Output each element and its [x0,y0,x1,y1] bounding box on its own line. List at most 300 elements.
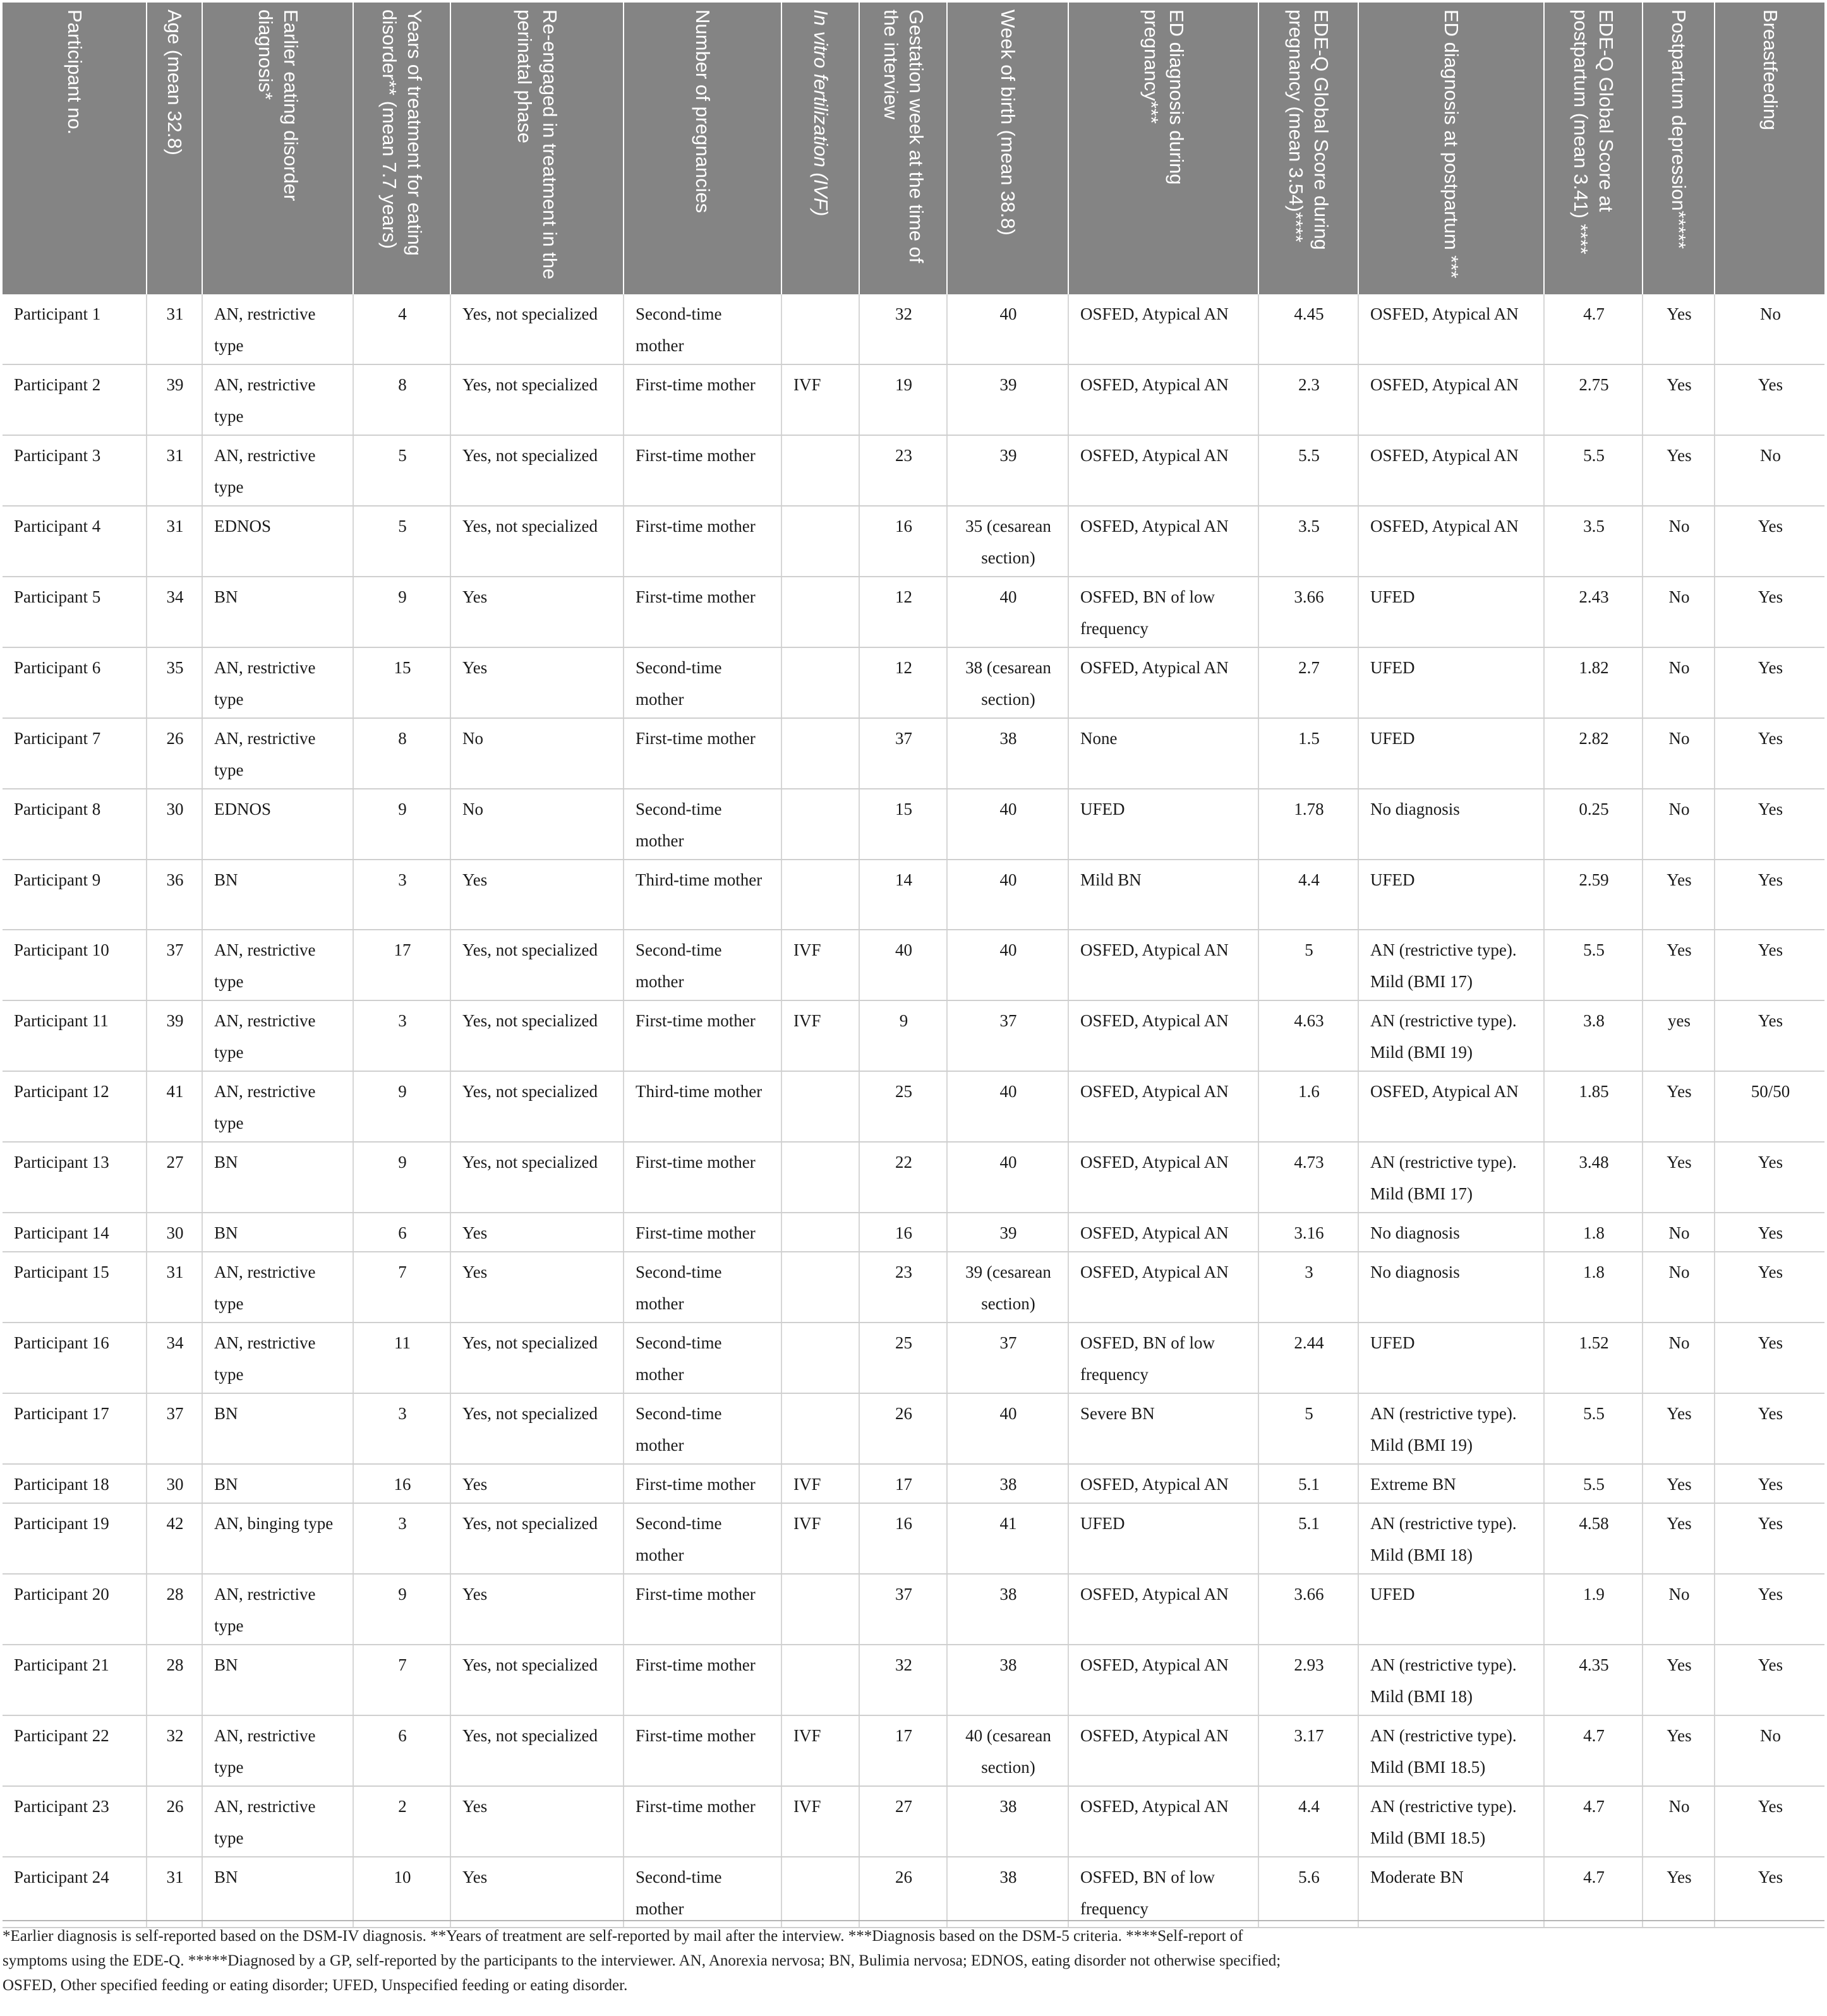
table-cell: 30 [147,1464,202,1503]
table-cell: Moderate BN [1358,1857,1544,1928]
table-cell: OSFED, Atypical AN [1068,1464,1258,1503]
table-row [3,1503,1824,1574]
table-cell: OSFED, Atypical AN [1068,506,1258,577]
header-earlier-diagnosis: Earlier eating disorder diagnosis* [202,3,353,294]
table-cell: 3.66 [1258,577,1358,647]
table-cell: BN [202,577,353,647]
table-cell [781,1071,859,1142]
table-cell: 28 [147,1645,202,1715]
table-cell: 5 [353,435,450,506]
table-cell: 38 [947,718,1068,789]
table-cell: Yes [1643,1393,1715,1464]
table-cell: Yes, not specialized [450,294,624,364]
table-cell: Yes [1715,1857,1824,1928]
table-cell: First-time mother [624,435,781,506]
table-cell: 2.75 [1544,364,1643,435]
table-cell: Participant 23 [3,1786,147,1857]
table-cell: 31 [147,294,202,364]
table-cell: First-time mother [624,1142,781,1213]
table-cell: Second-time mother [624,1503,781,1574]
table-cell: Participant 7 [3,718,147,789]
table-cell: 4.63 [1258,1000,1358,1071]
table-cell: 34 [147,577,202,647]
table-cell: No [450,789,624,860]
table-cell: 5 [1258,1393,1358,1464]
table-cell: Participant 8 [3,789,147,860]
table-cell: 37 [859,718,947,789]
table-cell: 39 [947,364,1068,435]
table-cell: Yes [1715,1786,1824,1857]
table-cell: EDNOS [202,789,353,860]
table-cell [781,506,859,577]
table-cell: OSFED, BN of low frequency [1068,577,1258,647]
table-cell: No [1643,1252,1715,1323]
table-cell: 2.82 [1544,718,1643,789]
table-cell: Yes, not specialized [450,1393,624,1464]
table-cell: 4 [353,294,450,364]
header-gestation-week: Gestation week at the time of the interview [859,3,947,294]
table-cell: 32 [859,1645,947,1715]
table-cell: Yes [1715,718,1824,789]
table-cell: Yes, not specialized [450,1645,624,1715]
table-cell: 3.8 [1544,1000,1643,1071]
table-row [3,647,1824,718]
table-cell: Participant 2 [3,364,147,435]
table-cell: No [1643,1323,1715,1393]
table-cell: 40 [947,577,1068,647]
header-ivf [781,3,859,294]
table-cell: AN, restrictive type [202,1574,353,1645]
table-cell: 7 [353,1645,450,1715]
table-cell: Yes [1643,930,1715,1000]
table-cell: 4.35 [1544,1645,1643,1715]
table-cell: 5.5 [1544,435,1643,506]
table-cell: 32 [859,294,947,364]
table-cell: 10 [353,1857,450,1928]
table-cell: 9 [353,1574,450,1645]
table-cell: Yes [1643,1715,1715,1786]
table-cell [781,789,859,860]
table-cell: 50/50 [1715,1071,1824,1142]
table-cell: OSFED, Atypical AN [1068,1252,1258,1323]
table-cell: Third-time mother [624,860,781,930]
table-cell: Yes, not specialized [450,1142,624,1213]
table-cell: 5 [1258,930,1358,1000]
table-cell [781,1142,859,1213]
table-cell: Yes [450,1213,624,1252]
table-cell: 4.7 [1544,294,1643,364]
table-cell [781,860,859,930]
table-cell: 6 [353,1715,450,1786]
table-row [3,1715,1824,1786]
table-cell: Yes [450,647,624,718]
table-cell: Yes, not specialized [450,930,624,1000]
table-cell: 26 [147,718,202,789]
table-cell: OSFED, Atypical AN [1068,435,1258,506]
table-cell: BN [202,1213,353,1252]
table-cell: 3.16 [1258,1213,1358,1252]
table-cell: Participant 20 [3,1574,147,1645]
table-footnote: *Earlier diagnosis is self-reported based on the DSM-IV diagnosis. **Years of treatment are self-reported by mail after the interview. ***Diagnosis based on the DSM-5 criteria. ****Self-report of symptoms using the EDE-Q. *****Diagnosed by a GP, self-reported by the participants to the interviewer. AN, Anorexia nervosa; BN, Bulimia nervosa; EDNOS, eating disorder not otherwise specified; OSFED, Other specified feeding or eating disorder; UFED, Unspecified feeding or eating disorder. [3,1928,1281,1994]
table-cell: IVF [781,1464,859,1503]
header-re-engaged: Re-engaged in treatment in the perinatal phase [450,3,624,294]
table-cell: 38 [947,1464,1068,1503]
table-row [3,294,1824,364]
table-row [3,718,1824,789]
table-cell: 12 [859,577,947,647]
table-cell: No [1643,647,1715,718]
table-cell: Yes [450,1786,624,1857]
table-cell: Yes [1643,1645,1715,1715]
header-ed-diagnosis-postpartum: ED diagnosis at postpartum *** [1358,3,1544,294]
table-cell: AN, restrictive type [202,1323,353,1393]
table-cell: Yes, not specialized [450,1000,624,1071]
table-cell: 39 [947,435,1068,506]
table-row [3,1142,1824,1213]
table-cell: BN [202,860,353,930]
table-cell: 1.6 [1258,1071,1358,1142]
table-cell: 9 [353,1071,450,1142]
table-cell: Yes [1643,294,1715,364]
table-cell: 26 [859,1857,947,1928]
table-cell: 31 [147,435,202,506]
table-cell: AN (restrictive type). Mild (BMI 18) [1358,1645,1544,1715]
table-cell: Third-time mother [624,1071,781,1142]
table-cell: Yes, not specialized [450,1715,624,1786]
table-row [3,930,1824,1000]
table-cell: 37 [147,1393,202,1464]
table-cell: Yes [1715,860,1824,930]
table-cell [781,718,859,789]
table-cell: Yes [1715,1464,1824,1503]
table-cell: OSFED, Atypical AN [1358,435,1544,506]
table-cell: 3.66 [1258,1574,1358,1645]
table-cell: IVF [781,364,859,435]
table-cell: No [1715,1715,1824,1786]
table-cell: 31 [147,506,202,577]
table-cell: OSFED, Atypical AN [1068,930,1258,1000]
table-cell: 27 [147,1142,202,1213]
table-cell: AN, restrictive type [202,930,353,1000]
table-cell: 39 (cesarean section) [947,1252,1068,1323]
table-cell: First-time mother [624,718,781,789]
table-cell: OSFED, BN of low frequency [1068,1323,1258,1393]
table-cell: 1.5 [1258,718,1358,789]
table-cell: First-time mother [624,1213,781,1252]
table-cell: 4.4 [1258,1786,1358,1857]
table-cell: 38 [947,1645,1068,1715]
table-cell: OSFED, Atypical AN [1068,1786,1258,1857]
table-cell: First-time mother [624,1464,781,1503]
header-age: Age (mean 32.8) [147,3,202,294]
table-cell: 7 [353,1252,450,1323]
table-cell: 37 [947,1000,1068,1071]
table-cell: First-time mother [624,1786,781,1857]
table-cell: Yes [1643,860,1715,930]
table-cell: 39 [947,1213,1068,1252]
header-row [3,3,1824,294]
table-cell [781,1574,859,1645]
table-cell [781,1645,859,1715]
header-ivf-text: In vitro fertilization (IVF) [809,9,832,217]
table-cell: yes [1643,1000,1715,1071]
table-cell: Yes [1715,1142,1824,1213]
table-cell: AN (restrictive type). Mild (BMI 18) [1358,1503,1544,1574]
table-cell: 5.5 [1544,1393,1643,1464]
table-cell: Participant 11 [3,1000,147,1071]
header-ed-diagnosis-pregnancy: ED diagnosis during pregnancy*** [1068,3,1258,294]
table-cell: 1.9 [1544,1574,1643,1645]
table-row [3,789,1824,860]
table-cell: Second-time mother [624,1323,781,1393]
table-cell: No [1643,1213,1715,1252]
table-cell: Participant 12 [3,1071,147,1142]
table-cell: Participant 6 [3,647,147,718]
table-cell: Yes, not specialized [450,435,624,506]
table-cell: 2 [353,1786,450,1857]
table-cell: UFED [1358,577,1544,647]
table-cell: 31 [147,1857,202,1928]
table-cell: OSFED, Atypical AN [1068,1142,1258,1213]
table-cell: 5.1 [1258,1464,1358,1503]
table-cell: AN, restrictive type [202,435,353,506]
table-cell: 26 [147,1786,202,1857]
table-cell: 28 [147,1574,202,1645]
table-cell: 40 [947,1071,1068,1142]
table-cell: 5 [353,506,450,577]
participant-table [3,3,1824,1928]
table-cell: Second-time mother [624,1857,781,1928]
table-cell: Yes [450,1574,624,1645]
header-edeq-postpartum: EDE-Q Global Score at postpartum (mean 3.41) **** [1544,3,1643,294]
table-cell: Participant 22 [3,1715,147,1786]
table-cell: 40 [947,294,1068,364]
table-cell: 2.59 [1544,860,1643,930]
table-cell: 14 [859,860,947,930]
table-cell: 38 [947,1574,1068,1645]
table-cell: 4.4 [1258,860,1358,930]
table-cell: Mild BN [1068,860,1258,930]
table-cell: No [1643,1786,1715,1857]
table-cell: 17 [859,1464,947,1503]
footnote-divider [3,1920,1824,1921]
table-cell: Yes, not specialized [450,506,624,577]
table-cell: No [1643,718,1715,789]
table-row [3,364,1824,435]
table-cell: 22 [859,1142,947,1213]
table-cell: 8 [353,364,450,435]
table-cell: IVF [781,930,859,1000]
table-cell: Yes [1715,577,1824,647]
table-cell: Participant 14 [3,1213,147,1252]
table-cell: 16 [859,1503,947,1574]
table-cell: 40 [947,789,1068,860]
table-cell: 5.5 [1544,930,1643,1000]
table-cell: BN [202,1142,353,1213]
table-cell: 1.8 [1544,1252,1643,1323]
table-cell: AN, restrictive type [202,1071,353,1142]
table-cell: Yes, not specialized [450,1323,624,1393]
table-cell: 1.78 [1258,789,1358,860]
table-row [3,506,1824,577]
table-cell: Yes [450,577,624,647]
table-cell: Yes [1715,789,1824,860]
table-row [3,1645,1824,1715]
table-cell: 19 [859,364,947,435]
table-cell: 41 [147,1071,202,1142]
table-row [3,1252,1824,1323]
table-cell: No [1643,506,1715,577]
table-cell: 2.3 [1258,364,1358,435]
table-cell: 4.45 [1258,294,1358,364]
table-cell: IVF [781,1000,859,1071]
table-cell [781,1213,859,1252]
table-cell: Second-time mother [624,930,781,1000]
table-cell: Participant 19 [3,1503,147,1574]
table-cell: Yes [1643,1464,1715,1503]
table-row [3,1857,1824,1928]
header-week-birth: Week of birth (mean 38.8) [947,3,1068,294]
table-cell: 2.44 [1258,1323,1358,1393]
table-cell: 2.93 [1258,1645,1358,1715]
table-cell: 23 [859,1252,947,1323]
table-cell: UFED [1358,860,1544,930]
table-cell: Yes [1643,435,1715,506]
table-cell: First-time mother [624,1000,781,1071]
table-cell: AN (restrictive type). Mild (BMI 17) [1358,1142,1544,1213]
table-cell: AN (restrictive type). Mild (BMI 19) [1358,1000,1544,1071]
table-cell: OSFED, Atypical AN [1358,364,1544,435]
table-cell: 5.6 [1258,1857,1358,1928]
table-cell: OSFED, Atypical AN [1068,1213,1258,1252]
table-cell: Yes [1715,1323,1824,1393]
table-cell: 8 [353,718,450,789]
table-cell: 11 [353,1323,450,1393]
table-cell: Yes [1715,506,1824,577]
table-cell: 34 [147,1323,202,1393]
table-cell: 40 (cesarean section) [947,1715,1068,1786]
table-cell: Second-time mother [624,1393,781,1464]
table-cell: First-time mother [624,506,781,577]
table-cell: Yes [1715,364,1824,435]
table-cell: AN (restrictive type). Mild (BMI 18.5) [1358,1786,1544,1857]
table-cell: 4.7 [1544,1857,1643,1928]
table-cell: AN, restrictive type [202,364,353,435]
table-cell: UFED [1358,1323,1544,1393]
table-cell: Yes [450,1464,624,1503]
table-cell: Yes [1715,1503,1824,1574]
table-row [3,1574,1824,1645]
table-cell: No [1643,1574,1715,1645]
table-cell: 5.5 [1544,1464,1643,1503]
table-cell: 37 [859,1574,947,1645]
table-row [3,1464,1824,1503]
table-row [3,1000,1824,1071]
table-cell: 2.43 [1544,577,1643,647]
table-cell [781,1323,859,1393]
table-row [3,1071,1824,1142]
table-cell: Participant 5 [3,577,147,647]
table-cell: 3 [353,860,450,930]
table-cell: IVF [781,1715,859,1786]
table-row [3,1213,1824,1252]
header-postpartum-depression: Postpartum depression***** [1643,3,1715,294]
table-cell: UFED [1068,1503,1258,1574]
table-cell: 3 [353,1503,450,1574]
table-cell: 15 [353,647,450,718]
table-cell: 38 [947,1857,1068,1928]
table-cell: No [1715,435,1824,506]
table-cell: 41 [947,1503,1068,1574]
table-cell: UFED [1358,647,1544,718]
table-cell: OSFED, Atypical AN [1068,1000,1258,1071]
table-cell: 16 [859,506,947,577]
table-cell: 1.82 [1544,647,1643,718]
table-cell: 17 [859,1715,947,1786]
table-cell: 9 [353,789,450,860]
table-cell: Participant 15 [3,1252,147,1323]
header-participant-no: Participant no. [3,3,147,294]
table-cell: AN, binging type [202,1503,353,1574]
table-row [3,435,1824,506]
table-cell [781,647,859,718]
table-cell [781,1857,859,1928]
table-cell: 3 [1258,1252,1358,1323]
table-cell: Participant 10 [3,930,147,1000]
table-cell: 25 [859,1323,947,1393]
table-cell: AN, restrictive type [202,1715,353,1786]
table-cell: AN, restrictive type [202,1786,353,1857]
table-cell: 2.7 [1258,647,1358,718]
table-cell: Yes, not specialized [450,1503,624,1574]
table-cell: 38 (cesarean section) [947,647,1068,718]
table-cell: 15 [859,789,947,860]
table-cell: Participant 24 [3,1857,147,1928]
table-cell: 39 [147,364,202,435]
table-cell: 16 [859,1213,947,1252]
table-cell: 30 [147,1213,202,1252]
table-cell: First-time mother [624,1715,781,1786]
table-cell: Yes [1715,1213,1824,1252]
table-cell: 23 [859,435,947,506]
table-cell: Yes [1643,364,1715,435]
table-cell: 3.5 [1258,506,1358,577]
table-row [3,860,1824,930]
table-cell: Yes [1715,1252,1824,1323]
table-cell: Yes [1643,1857,1715,1928]
table-cell [781,577,859,647]
table-cell: First-time mother [624,1645,781,1715]
table-cell: No diagnosis [1358,789,1544,860]
table-cell: 4.58 [1544,1503,1643,1574]
table-cell: Yes [450,1857,624,1928]
table-cell: UFED [1358,718,1544,789]
table-cell [781,1393,859,1464]
table-cell: 25 [859,1071,947,1142]
table-cell: 4.73 [1258,1142,1358,1213]
table-cell: OSFED, Atypical AN [1358,506,1544,577]
table-cell: OSFED, BN of low frequency [1068,1857,1258,1928]
table-cell: First-time mother [624,1574,781,1645]
table-cell: 32 [147,1715,202,1786]
table-cell: No diagnosis [1358,1252,1544,1323]
table-cell: Participant 1 [3,294,147,364]
table-cell: 3 [353,1393,450,1464]
table-cell: AN, restrictive type [202,1000,353,1071]
table-cell: 0.25 [1544,789,1643,860]
table-cell [781,435,859,506]
table-cell: Participant 16 [3,1323,147,1393]
